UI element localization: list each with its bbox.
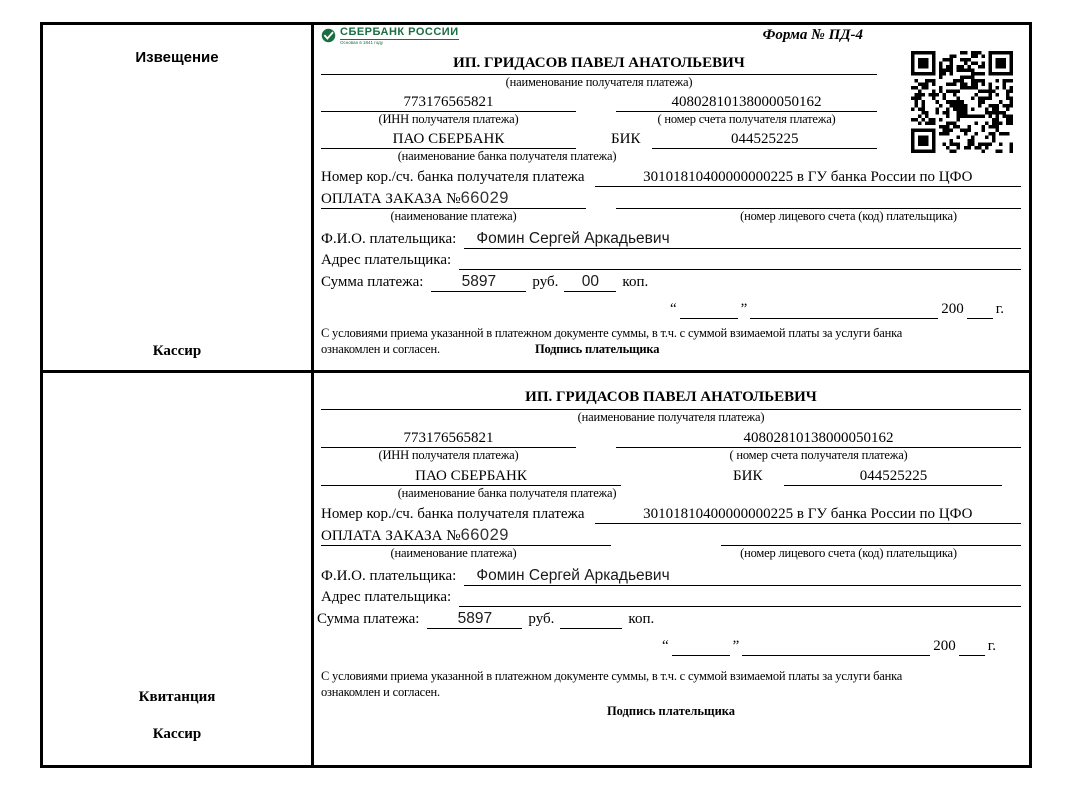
- corr-account-row: [321, 169, 1021, 187]
- payee-account-label-2: ( номер счета получателя платежа): [729, 448, 908, 462]
- payment-purpose-prefix-2: ОПЛАТА ЗАКАЗА №: [321, 528, 461, 544]
- year-prefix: 200: [941, 301, 964, 317]
- payment-labels-row: [321, 209, 1021, 226]
- date-month-line-2: [742, 640, 930, 656]
- cashier-label: Кассир: [152, 343, 202, 359]
- form-table: [40, 22, 1032, 768]
- corr-account-label: Номер кор./сч. банка получателя платежа: [321, 169, 585, 185]
- payment-purpose-value: [321, 189, 586, 209]
- bank-bik-row: [321, 131, 877, 149]
- terms-line2-2: ознакомлен и согласен.: [321, 685, 440, 700]
- sberbank-logo: [321, 27, 459, 46]
- date-month-line: [750, 303, 938, 319]
- payment-purpose-row-2: [321, 526, 1021, 546]
- sberbank-logo-text: СБЕРБАНК РОССИИ: [340, 26, 459, 38]
- personal-account-line-2: [721, 528, 1021, 546]
- notice-left-column: [43, 25, 314, 370]
- section-notice: [43, 25, 1029, 373]
- amount-label: Сумма платежа:: [321, 274, 424, 290]
- terms-line2: ознакомлен и согласен.: [321, 342, 440, 357]
- year-suffix: г.: [995, 301, 1004, 317]
- rub-label-2: руб.: [528, 611, 555, 627]
- bank-label-row-2: [321, 486, 1021, 503]
- payee-title: ИП. ГРИДАСОВ ПАВЕЛ АНАТОЛЬЕВИЧ: [321, 55, 877, 75]
- signature-label: Подпись плательщика: [534, 342, 660, 357]
- payer-address-row-2: [321, 589, 1021, 607]
- date-year-line: [967, 303, 993, 319]
- payer-address-row: [321, 252, 1021, 270]
- personal-account-label-2: (номер лицевого счета (код) плательщика): [740, 546, 957, 560]
- sberbank-logo-tagline: Основан в 1841 году: [340, 40, 384, 45]
- corr-account-label-2: Номер кор./сч. банка получателя платежа: [321, 506, 585, 522]
- payee-title-2: ИП. ГРИДАСОВ ПАВЕЛ АНАТОЛЬЕВИЧ: [321, 389, 1021, 410]
- amount-kop-value: 00: [564, 273, 616, 292]
- payer-address-label: Адрес плательщика:: [321, 252, 452, 268]
- corr-account-row-2: [321, 506, 1021, 524]
- qr-code: [911, 51, 1013, 153]
- receipt-label: Квитанция: [138, 689, 216, 705]
- bik-label: БИК: [611, 131, 641, 147]
- bik-value-2: 044525225: [784, 468, 1002, 486]
- amount-label-2: Сумма платежа:: [317, 611, 420, 627]
- inn-account-row-2: [321, 430, 1021, 448]
- year-suffix-2: г.: [987, 638, 996, 654]
- date-row: [321, 296, 1007, 319]
- payment-purpose-row: [321, 189, 1021, 209]
- section-receipt: [43, 373, 1029, 765]
- order-number-value-2: 66029: [460, 526, 509, 544]
- inn-account-row: [321, 94, 877, 112]
- payee-name-label: (наименование получателя платежа): [505, 75, 693, 89]
- payee-inn-label: (ИНН получателя платежа): [378, 112, 519, 126]
- bank-label-row: [321, 149, 877, 166]
- payee-bank-value: ПАО СБЕРБАНК: [321, 131, 576, 149]
- payee-account-value-2: 40802810138000050162: [616, 430, 1021, 448]
- terms-line1-2: С условиями приема указанной в платежном документе суммы, в т.ч. с суммой взимаемой платы за услуги банка: [321, 669, 903, 683]
- order-number-value: 66029: [460, 189, 509, 207]
- inn-account-labels-2: [321, 448, 1021, 465]
- payment-purpose-value-2: [321, 526, 611, 546]
- date-row-2: [321, 633, 999, 656]
- payer-fio-label: Ф.И.О. плательщика:: [321, 231, 457, 247]
- payment-name-label: (наименование платежа): [390, 209, 517, 223]
- payer-fio-row: [321, 230, 1021, 249]
- payee-name-label-2: (наименование получателя платежа): [577, 410, 765, 424]
- inn-account-labels: [321, 112, 877, 129]
- notice-label: Извещение: [135, 49, 219, 66]
- payer-fio-label-2: Ф.И.О. плательщика:: [321, 568, 457, 584]
- payee-bank-label: (наименование банка получателя платежа): [397, 149, 617, 163]
- kop-label-2: коп.: [628, 611, 655, 627]
- payer-address-value: [459, 252, 1021, 270]
- payee-bank-value-2: ПАО СБЕРБАНК: [321, 468, 621, 486]
- date-day-line: [680, 303, 738, 319]
- corr-account-value: 30101810400000000225 в ГУ банка России по ЦФО: [595, 169, 1021, 187]
- payee-account-label: ( номер счета получателя платежа): [657, 112, 836, 126]
- notice-form-body: [314, 25, 1029, 370]
- payee-inn-value: 773176565821: [321, 94, 576, 112]
- cashier-label-2: Кассир: [152, 726, 202, 742]
- quote-close-2: ”: [732, 638, 740, 654]
- signature-label-2: Подпись плательщика: [606, 703, 736, 718]
- form-code-label: Форма № ПД-4: [762, 27, 863, 43]
- amount-kop-value-2: [560, 611, 622, 629]
- quote-open-2: “: [661, 638, 669, 654]
- quote-open: “: [669, 301, 677, 317]
- terms-block-2: [321, 668, 1021, 701]
- payee-bank-label-2: (наименование банка получателя платежа): [397, 486, 617, 500]
- rub-label: руб.: [532, 274, 559, 290]
- bik-label-2: БИК: [733, 468, 763, 484]
- terms-line1: С условиями приема указанной в платежном документе суммы, в т.ч. с суммой взимаемой платы за услуги банка: [321, 326, 903, 340]
- payer-fio-row-2: [321, 567, 1021, 586]
- date-year-line-2: [959, 640, 985, 656]
- date-day-line-2: [672, 640, 730, 656]
- receipt-left-column: [43, 373, 314, 765]
- amount-row-2: [317, 610, 1021, 629]
- payee-account-value: 40802810138000050162: [616, 94, 877, 112]
- receipt-form-body: [314, 373, 1029, 765]
- payee-inn-value-2: 773176565821: [321, 430, 576, 448]
- payer-address-label-2: Адрес плательщика:: [321, 589, 452, 605]
- bik-value: 044525225: [652, 131, 877, 149]
- terms-block: [321, 325, 1021, 358]
- amount-row: [321, 273, 1021, 292]
- amount-rub-value: 5897: [431, 273, 526, 292]
- sberbank-emblem-icon: [321, 28, 336, 43]
- year-prefix-2: 200: [933, 638, 956, 654]
- payee-inn-label-2: (ИНН получателя платежа): [378, 448, 519, 462]
- notice-header-row: [321, 27, 1021, 53]
- amount-rub-value-2: 5897: [427, 610, 522, 629]
- payer-address-value-2: [459, 589, 1021, 607]
- quote-close: ”: [740, 301, 748, 317]
- payment-name-label-2: (наименование платежа): [390, 546, 517, 560]
- personal-account-label: (номер лицевого счета (код) плательщика): [740, 209, 957, 223]
- personal-account-line: [616, 191, 1021, 209]
- corr-account-value-2: 30101810400000000225 в ГУ банка России по ЦФО: [595, 506, 1021, 524]
- kop-label: коп.: [622, 274, 649, 290]
- payer-fio-value: Фомин Сергей Аркадьевич: [464, 230, 1021, 249]
- payer-fio-value-2: Фомин Сергей Аркадьевич: [464, 567, 1021, 586]
- notice-top-block: [321, 53, 877, 166]
- payment-labels-row-2: [321, 546, 1021, 563]
- bank-bik-row-2: [321, 468, 1021, 486]
- payment-purpose-prefix: ОПЛАТА ЗАКАЗА №: [321, 191, 461, 207]
